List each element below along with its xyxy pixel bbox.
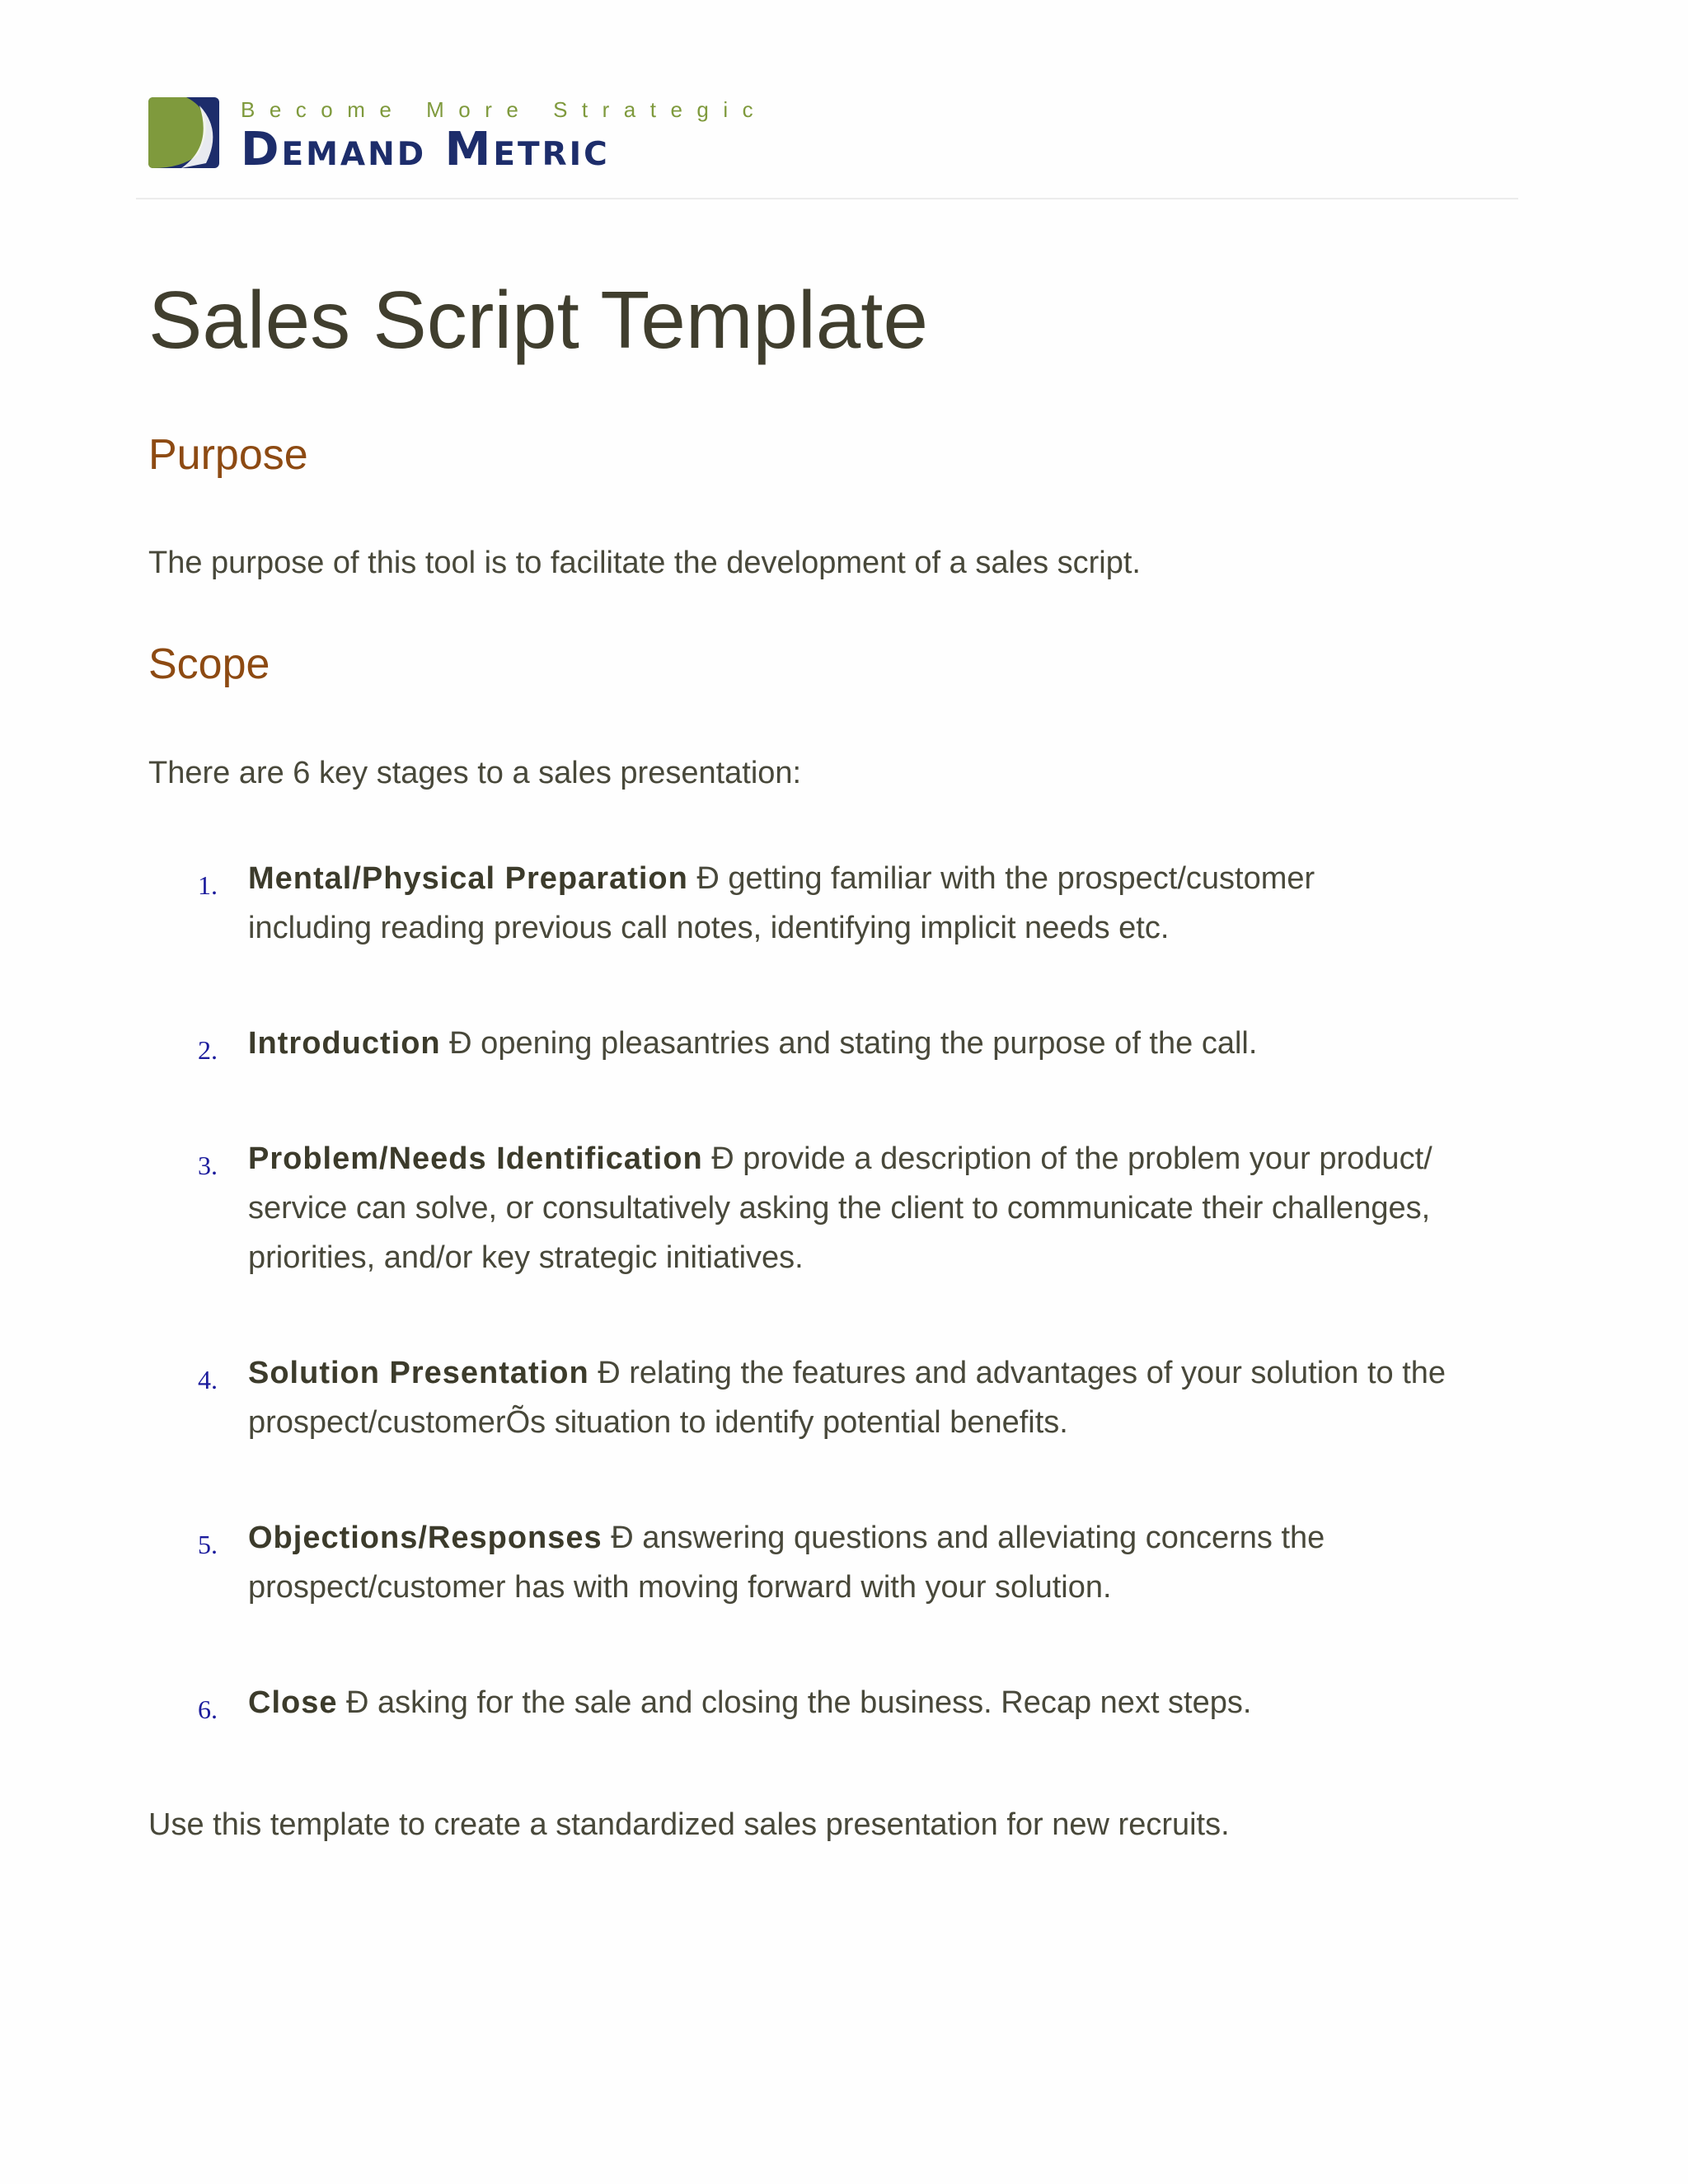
scope-heading: Scope xyxy=(148,640,270,688)
demand-metric-logo xyxy=(148,97,808,180)
stage-term: Problem/Needs Identification xyxy=(248,1141,703,1176)
stage-text xyxy=(248,854,1550,953)
logo-brand-name: Demand Metric xyxy=(241,123,610,176)
logo-mark-icon xyxy=(148,97,219,168)
stage-description: Ð asking for the sale and closing the business. Recap next steps. xyxy=(337,1685,1252,1720)
stage-number: 2. xyxy=(198,1035,218,1065)
stage-term: Close xyxy=(248,1685,338,1720)
header-divider xyxy=(136,198,1518,199)
stage-number: 3. xyxy=(198,1151,218,1180)
stage-term: Introduction xyxy=(248,1026,441,1061)
logo-tagline: Become More Strategic xyxy=(241,97,768,122)
stage-description-continued: priorities, and/or key strategic initiatives. xyxy=(248,1240,804,1275)
stage-number: 6. xyxy=(198,1694,218,1724)
closing-text: Use this template to create a standardized sales presentation for new recruits. xyxy=(148,1807,1230,1842)
stage-description: Ð provide a description of the problem your product/ xyxy=(702,1141,1432,1176)
stage-number: 4. xyxy=(198,1365,218,1394)
stage-text xyxy=(248,1348,1550,1447)
stage-description: Ð relating the features and advantages of your solution to the xyxy=(588,1356,1447,1390)
stage-text xyxy=(248,1134,1550,1282)
document-title: Sales Script Template xyxy=(148,274,928,365)
stage-number: 1. xyxy=(198,870,218,900)
stage-term: Solution Presentation xyxy=(248,1356,589,1390)
stage-term: Objections/Responses xyxy=(248,1521,603,1555)
stage-text xyxy=(248,1513,1550,1612)
stage-description-continued: including reading previous call notes, identifying implicit needs etc. xyxy=(248,911,1170,945)
purpose-text: The purpose of this tool is to facilitate the development of a sales script. xyxy=(148,546,1141,580)
stage-text xyxy=(248,1678,1550,1727)
stage-term: Mental/Physical Preparation xyxy=(248,861,688,896)
scope-intro: There are 6 key stages to a sales presentation: xyxy=(148,756,802,790)
stage-description: Ð opening pleasantries and stating the purpose of the call. xyxy=(440,1026,1258,1061)
stage-description-continued: prospect/customer has with moving forward with your solution. xyxy=(248,1570,1112,1605)
purpose-heading: Purpose xyxy=(148,431,308,479)
stage-description-continued: prospect/customerÕs situation to identify potential benefits. xyxy=(248,1405,1068,1440)
stage-description-continued: service can solve, or consultatively asking the client to communicate their challenges, xyxy=(248,1191,1431,1226)
stage-description: Ð getting familiar with the prospect/customer xyxy=(687,861,1315,896)
stage-number: 5. xyxy=(198,1530,218,1559)
stage-text xyxy=(248,1019,1550,1068)
stage-description: Ð answering questions and alleviating concerns the xyxy=(602,1521,1325,1555)
